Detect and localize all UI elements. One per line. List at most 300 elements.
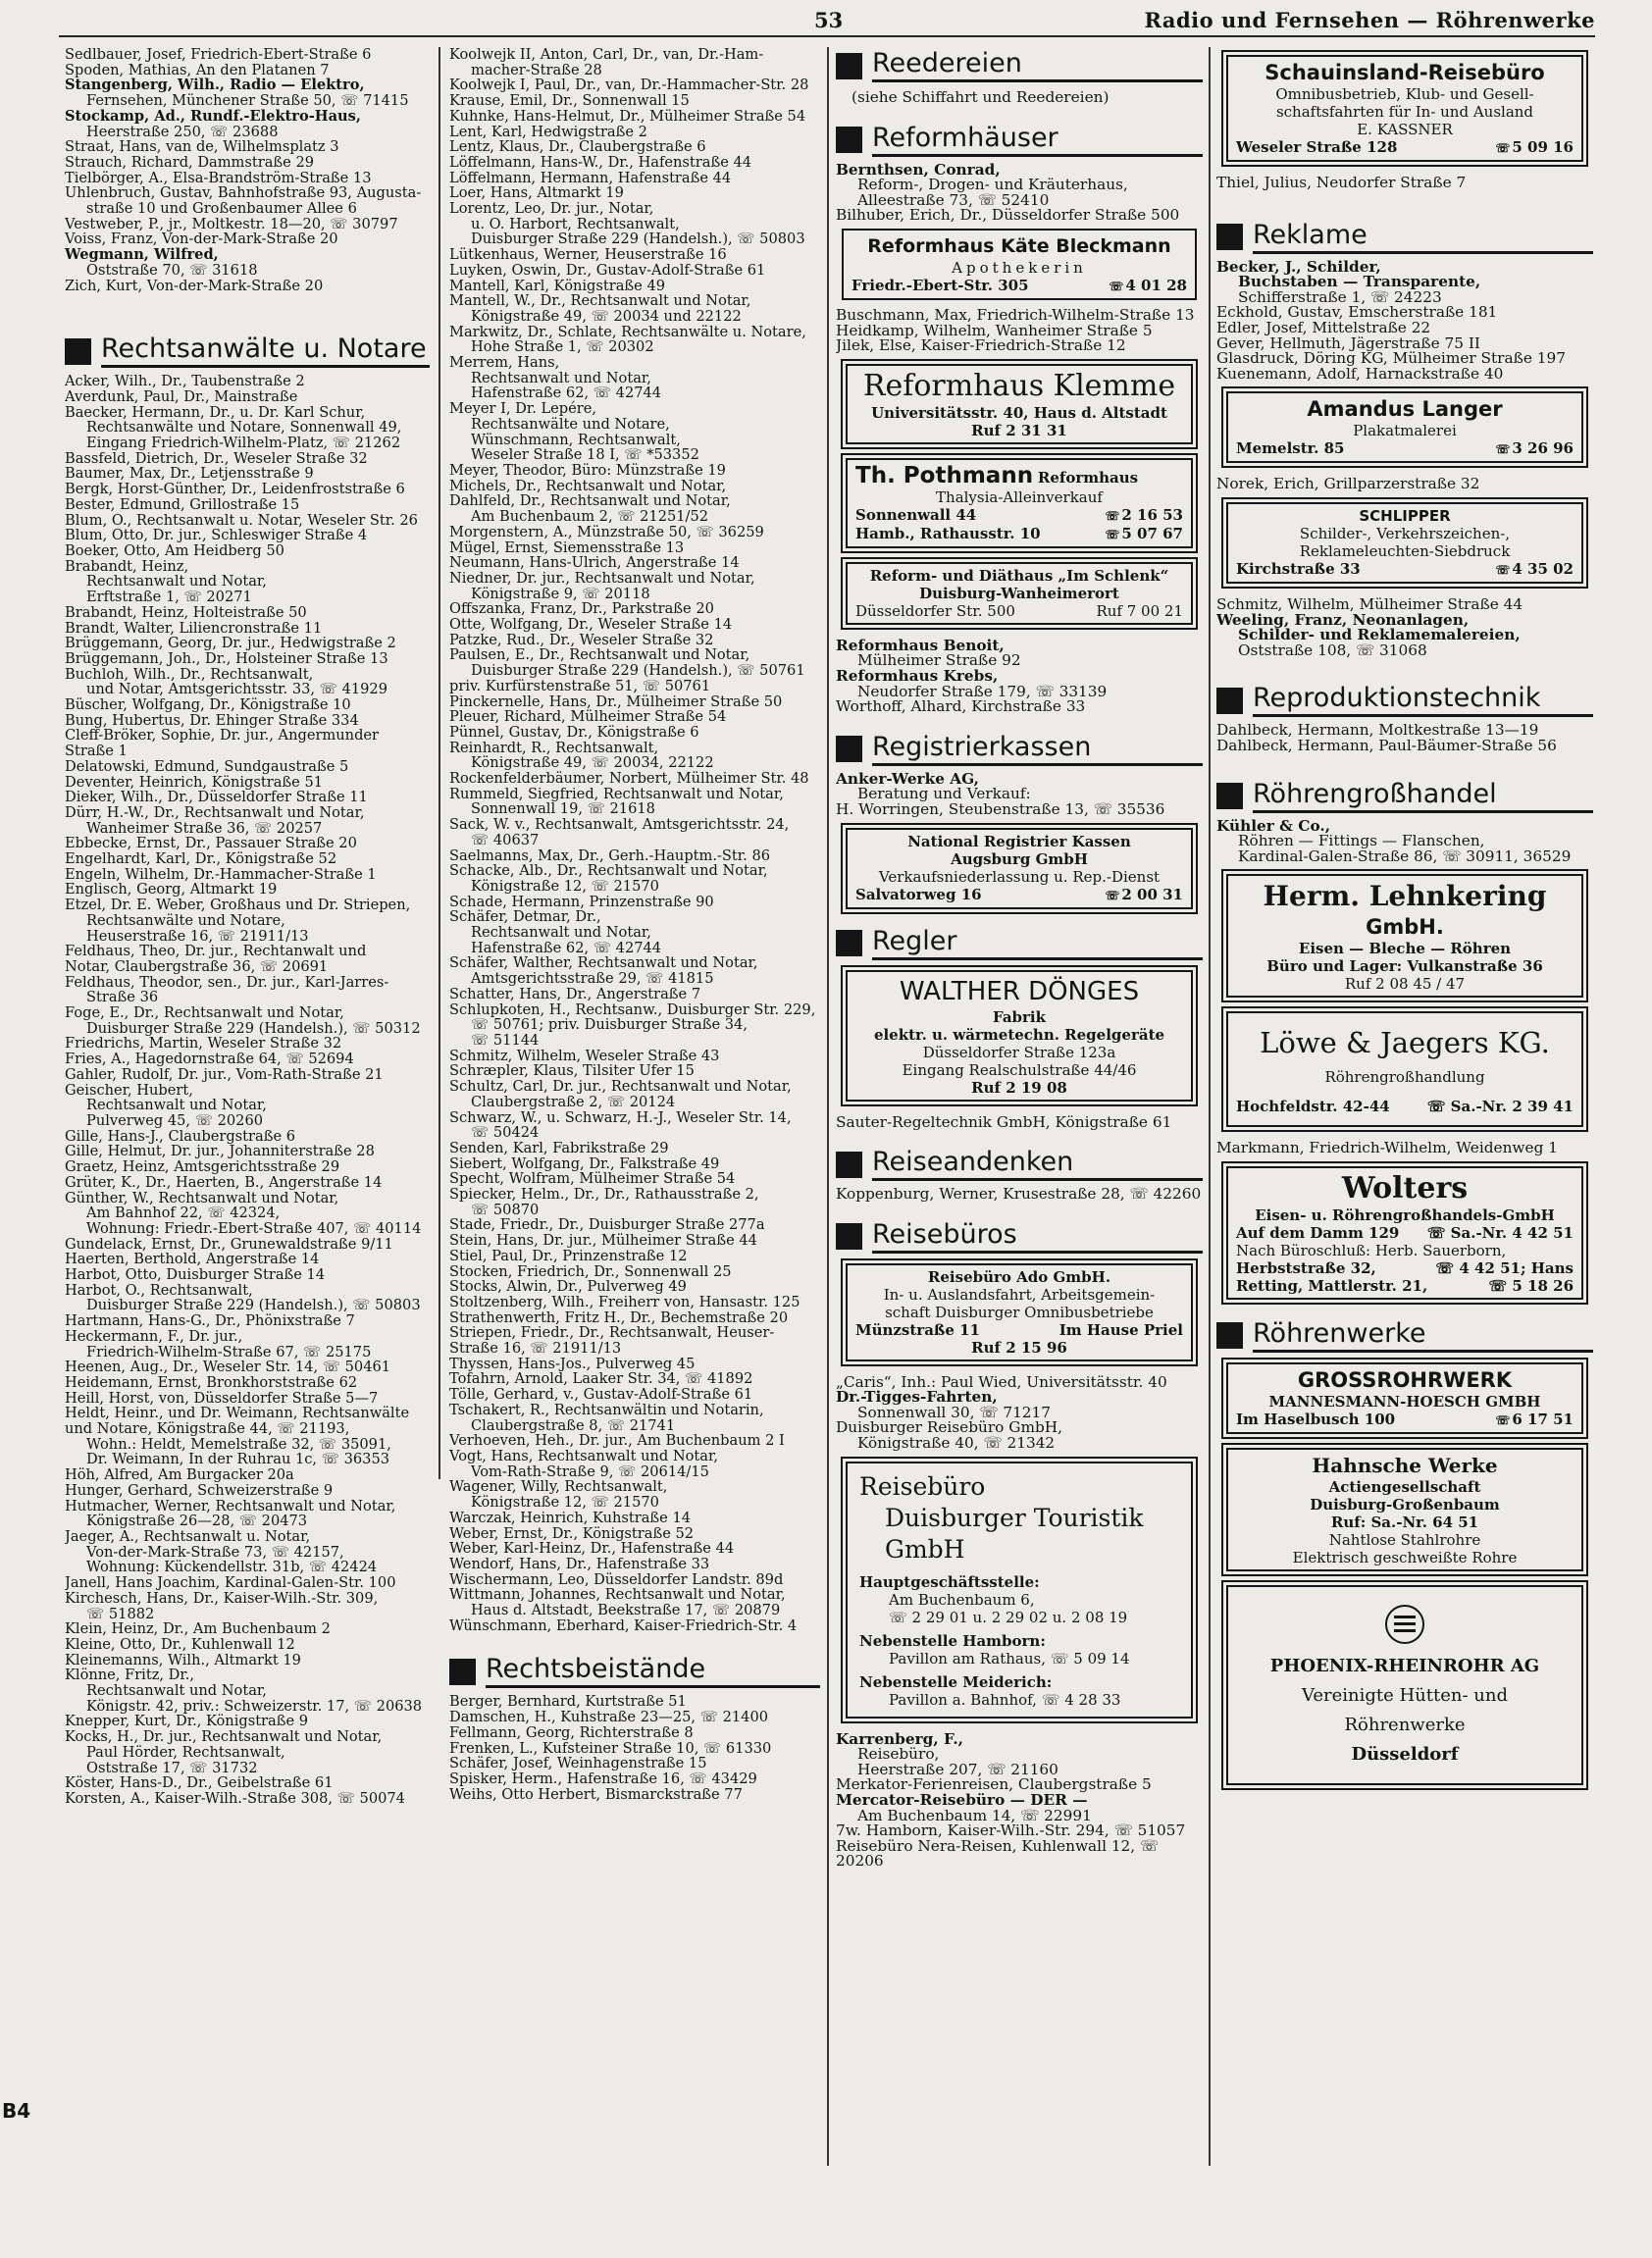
ad-line: Im Hause Priel: [1058, 1320, 1183, 1339]
list-item: Norek, Erich, Grillparzerstraße 32: [1216, 475, 1480, 493]
list-item: Königstraße 40, ☏ 21342: [857, 1434, 1056, 1453]
ad-phone: Ruf 2 19 08: [971, 1078, 1067, 1097]
list-item: Notar, Claubergstraße 36, ☏ 20691: [65, 957, 329, 975]
list-item: Am Bahnhof 22, ☏ 42324,: [86, 1205, 281, 1222]
phone-icon: ☏: [1495, 562, 1511, 577]
section-title: Registrierkassen: [872, 733, 1203, 766]
ad-name: Wolters: [1341, 1170, 1469, 1206]
list-item: Baumer, Max, Dr., Letjensstraße 9: [65, 465, 314, 483]
list-item: Dahlbeck, Hermann, Paul-Bäumer-Straße 56: [1216, 736, 1557, 754]
list-item: Kocks, H., Dr. jur., Rechtsanwalt und Notar,: [65, 1728, 383, 1746]
list-item: H. Worringen, Steubenstraße 13, ☏ 35536: [836, 799, 1165, 818]
list-item: Erftstraße 1, ☏ 20271: [86, 589, 252, 606]
ad-line: Düsseldorfer Straße 123a: [922, 1043, 1116, 1061]
ad-address: Kirchstraße 33: [1236, 559, 1361, 578]
phone-icon: ☏: [1109, 279, 1124, 293]
ad-doenges: [846, 970, 1193, 1102]
list-item: Etzel, Dr. E. Weber, Großhaus und Dr. Striepen,: [65, 897, 411, 914]
list-item: Dr. Weimann, In der Ruhrau 1c, ☏ 36353: [86, 1451, 390, 1468]
ad-line: Reform- und Diäthaus „Im Schlenk“: [869, 566, 1169, 585]
ad-phone: 5 07 67: [1121, 524, 1183, 542]
list-item: straße 10 und Großenbaumer Allee 6: [86, 200, 357, 218]
phone-icon: ☏: [1495, 1412, 1511, 1427]
list-item: Amtsgerichtsstraße 29, ☏ 41815: [471, 970, 714, 988]
list-item: Schatter, Hans, Dr., Angerstraße 7: [449, 985, 701, 1002]
list-item: Dahlbeck, Hermann, Moltkestraße 13—19: [1216, 721, 1539, 740]
margin-mark: B4: [2, 2099, 31, 2123]
phone-icon: ☏: [1105, 527, 1120, 541]
list-item: Koppenburg, Werner, Krusestraße 28, ☏ 42260: [836, 1185, 1202, 1204]
list-item: Tofahrn, Arnold, Laaker Str. 34, ☏ 41892: [449, 1370, 753, 1388]
ad-phone: 4 35 02: [1512, 559, 1574, 578]
list-item: Spoden, Mathias, An den Platanen 7: [65, 61, 330, 78]
list-item: Königstraße 49, ☏ 20034 und 22122: [471, 307, 742, 325]
list-item: Gahler, Rudolf, Dr. jur., Vom-Rath-Straße 21: [65, 1065, 384, 1083]
list-item: ☏ 51882: [86, 1605, 155, 1622]
ad-subtitle: Plakatmalerei: [1353, 422, 1457, 440]
list-item: Duisburger Straße 229 (Handelsh.), ☏ 50312: [86, 1019, 421, 1037]
entry-list: [1216, 594, 1593, 659]
list-item: Schäfer, Josef, Weinhagenstraße 15: [449, 1755, 707, 1772]
list-item: Kleine, Otto, Dr., Kuhlenwall 12: [65, 1635, 295, 1653]
section-header: [836, 49, 1203, 82]
ad-address: Hochfeldstr. 42-44: [1236, 1098, 1390, 1116]
list-item: Spisker, Herm., Hafenstraße 16, ☏ 43429: [449, 1770, 757, 1787]
list-item: Sedlbauer, Josef, Friedrich-Ebert-Straße 6: [65, 47, 372, 63]
section-title: Reisebüros: [872, 1220, 1203, 1254]
entry-list: [836, 305, 1203, 355]
list-item: Rechtsanwalt und Notar,: [471, 369, 651, 386]
list-item: Weber, Ernst, Dr., Königstraße 52: [449, 1524, 695, 1542]
ad-phone: Ruf 2 08 45 / 47: [1344, 975, 1466, 994]
list-item: Fellmann, Georg, Richterstraße 8: [449, 1723, 694, 1741]
list-item: Glasdruck, Döring KG, Mülheimer Straße 197: [1216, 349, 1566, 368]
ad-line: National Registrier Kassen: [907, 832, 1131, 850]
list-item: macher-Straße 28: [471, 61, 602, 78]
list-item: Heuserstraße 16, ☏ 21911/13: [86, 927, 309, 945]
header-rule: [59, 35, 1595, 37]
ad-name: Reisebüro Ado GmbH.: [927, 1267, 1111, 1286]
list-item: Heerstraße 207, ☏ 21160: [857, 1760, 1058, 1778]
list-item: Oststraße 17, ☏ 31732: [86, 1759, 258, 1776]
entry-list: [836, 160, 1203, 225]
list-item: Meyer I, Dr. Lepére,: [449, 400, 597, 418]
section-title: Reiseandenken: [872, 1148, 1203, 1181]
ad-address: Sonnenwall 44: [855, 505, 977, 524]
list-item: Koolwejk I, Paul, Dr., van, Dr.-Hammacher-Str. 28: [449, 77, 809, 94]
list-item: Gille, Helmut, Dr. jur., Johanniterstraße 28: [65, 1143, 375, 1160]
ad-wolters: [1226, 1166, 1583, 1300]
ad-name: Reformhaus Klemme: [862, 368, 1176, 403]
list-item: Reisebüro Nera-Reisen, Kuhlenwall 12, ☏ 20206: [836, 1836, 1160, 1871]
list-item: Von-der-Mark-Straße 73, ☏ 42157,: [86, 1543, 344, 1561]
list-item: Reformhaus Benoit,: [836, 636, 1005, 654]
ad-schlipper: [1226, 502, 1583, 584]
ad-line: elektr. u. wärmetechn. Regelgeräte: [873, 1025, 1165, 1044]
ad-phoenix: [1226, 1585, 1583, 1785]
list-item: und Notar, Amtsgerichtsstr. 33, ☏ 41929: [86, 681, 387, 698]
ad-phone: Ruf 7 00 21: [1096, 601, 1183, 620]
list-item: Stocks, Alwin, Dr., Pulverweg 49: [449, 1278, 687, 1296]
list-item: Buchstaben — Transparente,: [1238, 273, 1481, 291]
list-item: Kuhnke, Hans-Helmut, Dr., Mülheimer Straße 54: [449, 107, 806, 125]
ad-line: ☏ 5 18 26: [1488, 1276, 1574, 1295]
list-item: Wegmann, Wilfred,: [65, 246, 219, 264]
list-item: Markwitz, Dr., Schlate, Rechtsanwälte u. Notare,: [449, 323, 806, 340]
list-item: Reinhardt, R., Rechtsanwalt,: [449, 739, 659, 756]
ad-name: WALTHER DÖNGES: [899, 976, 1140, 1006]
ad-hahnsche: [1226, 1448, 1583, 1571]
list-item: Stiel, Paul, Dr., Prinzenstraße 12: [449, 1247, 688, 1264]
list-item: Stocken, Friedrich, Dr., Sonnenwall 25: [449, 1262, 732, 1280]
list-item: Höh, Alfred, Am Burgacker 20a: [65, 1466, 294, 1484]
list-item: Sonnenwall 30, ☏ 71217: [857, 1403, 1051, 1421]
list-item: Delatowski, Edmund, Sundgaustraße 5: [65, 757, 349, 775]
ad-heading: Nebenstelle Meiderich:: [859, 1672, 1053, 1691]
list-item: Heckermann, F., Dr. jur.,: [65, 1327, 243, 1345]
list-item: Feldhaus, Theo, Dr. jur., Rechtanwalt und: [65, 943, 367, 960]
ad-title: GmbH: [885, 1534, 965, 1564]
list-item: Günther, W., Rechtsanwalt und Notar,: [65, 1189, 339, 1206]
list-item: Verhoeven, Heh., Dr. jur., Am Buchenbaum 2 I: [449, 1432, 785, 1450]
column-2: [449, 47, 820, 2205]
ad-line: Nahtlose Stahlrohre: [1328, 1530, 1481, 1549]
section-title: Regler: [872, 927, 1203, 960]
list-item: Engeln, Wilhelm, Dr.-Hammacher-Straße 1: [65, 865, 377, 883]
section-header: [836, 1220, 1203, 1254]
list-item: Wendorf, Hans, Dr., Hafenstraße 33: [449, 1555, 710, 1572]
list-item: Vogt, Hans, Rechtsanwalt und Notar,: [449, 1447, 718, 1464]
ad-line: schaft Duisburger Omnibusbetriebe: [885, 1303, 1154, 1321]
ad-line: Duisburg-Großenbaum: [1310, 1495, 1500, 1514]
ad-name: Amandus Langer: [1307, 397, 1503, 422]
list-item: Köster, Hans-D., Dr., Geibelstraße 61: [65, 1774, 334, 1792]
phone-icon: ☏: [1495, 141, 1511, 155]
list-item: Königstraße 49, ☏ 20034, 22122: [471, 754, 714, 772]
list-item: Edler, Josef, Mittelstraße 22: [1216, 318, 1431, 336]
list-item: Vom-Rath-Straße 9, ☏ 20614/15: [471, 1463, 709, 1480]
list-item: Heerstraße 250, ☏ 23688: [86, 123, 279, 140]
section-title: Reformhäuser: [872, 124, 1203, 157]
ad-phone: ☏ Sa.-Nr. 2 39 41: [1426, 1098, 1574, 1116]
list-item: Dieker, Wilh., Dr., Düsseldorfer Straße 11: [65, 789, 368, 806]
list-item: Sauter-Regeltechnik GmbH, Königstraße 61: [836, 1112, 1172, 1131]
ad-name: PHOENIX-RHEINROHR AG: [1269, 1655, 1540, 1676]
list-item: Heenen, Aug., Dr., Weseler Str. 14, ☏ 50461: [65, 1359, 391, 1376]
ad-phone: 2 16 53: [1121, 505, 1183, 524]
list-item: Schilder- und Reklamemalereien,: [1238, 626, 1521, 644]
list-item: Rummeld, Siegfried, Rechtsanwalt und Notar,: [449, 785, 784, 802]
section-marker: [836, 1223, 862, 1250]
list-item: Hohe Straße 1, ☏ 20302: [471, 338, 654, 356]
section-marker: [1216, 688, 1243, 714]
list-item: Wohnung: Kückendellstr. 31b, ☏ 42424: [86, 1559, 378, 1576]
entry-list: [1216, 176, 1593, 191]
list-item: Röhren — Fittings — Flanschen,: [1238, 832, 1485, 850]
section-title: Rechtsbeistände: [486, 1655, 820, 1688]
list-item: Spiecker, Helm., Dr., Dr., Rathausstraße 2,: [449, 1186, 759, 1204]
ad-address: Münzstraße 11: [855, 1320, 980, 1339]
section-title: Röhrenwerke: [1253, 1319, 1593, 1353]
list-item: Saelmanns, Max, Dr., Gerh.-Hauptm.-Str. 86: [449, 847, 771, 864]
list-item: Averdunk, Paul, Dr., Mainstraße: [65, 387, 298, 405]
list-item: Reform-, Drogen- und Kräuterhaus,: [857, 176, 1128, 194]
list-item: Beratung und Verkauf:: [857, 785, 1031, 803]
list-item: Klönne, Fritz, Dr.,: [65, 1667, 195, 1684]
list-item: Heidemann, Ernst, Bronkhorststraße 62: [65, 1373, 358, 1391]
list-item: Lentz, Klaus, Dr., Claubergstraße 6: [449, 138, 706, 156]
list-item: Schacke, Alb., Dr., Rechtsanwalt und Notar,: [449, 862, 768, 880]
entry-list: [836, 1187, 1203, 1203]
section-header: [836, 124, 1203, 157]
ad-loewe: [1226, 1011, 1583, 1127]
ad-phone: 3 26 96: [1512, 439, 1574, 458]
list-item: Brüggemann, Joh., Dr., Holsteiner Straße 13: [65, 649, 388, 667]
list-item: Buschmann, Max, Friedrich-Wilhelm-Straße 13: [836, 305, 1195, 324]
list-item: Hafenstraße 62, ☏ 42744: [471, 939, 662, 956]
section-marker: [836, 930, 862, 956]
list-item: Friedrichs, Martin, Weseler Straße 32: [65, 1035, 342, 1052]
list-item: Schade, Hermann, Prinzenstraße 90: [449, 893, 714, 910]
list-item: Vestweber, P., jr., Moltkestr. 18—20, ☏ 30797: [65, 215, 398, 232]
ad-line: Augsburg GmbH: [951, 849, 1088, 868]
ad-line: Röhrenwerke: [1344, 1714, 1466, 1735]
list-item: Tschakert, R., Rechtsanwältin und Notarin,: [449, 1401, 764, 1418]
list-item: Dürr, H.-W., Dr., Rechtsanwalt und Notar,: [65, 803, 365, 821]
list-item: Rechtsanwalt und Notar,: [471, 924, 651, 942]
list-item: Duisburger Reisebüro GmbH,: [836, 1418, 1062, 1437]
list-item: Fernsehen, Münchener Straße 50, ☏ 71415: [86, 92, 409, 110]
list-item: Hutmacher, Werner, Rechtsanwalt und Notar,: [65, 1497, 396, 1514]
list-item: Striepen, Friedr., Dr., Rechtsanwalt, Heuser-: [449, 1324, 775, 1342]
ad-national: [846, 828, 1193, 909]
list-item: Sonnenwall 19, ☏ 21618: [471, 800, 655, 818]
list-item: Brüggemann, Georg, Dr. jur., Hedwigstraße 2: [65, 635, 396, 652]
list-item: Stein, Hans, Dr. jur., Mülheimer Straße 44: [449, 1232, 757, 1250]
ad-name: Herm. Lehnkering: [1263, 880, 1547, 913]
ad-name: GROSSROHRWERK: [1297, 1367, 1513, 1392]
list-item: Wittmann, Johannes, Rechtsanwalt und Notar,: [449, 1586, 786, 1604]
column-divider: [1209, 47, 1211, 2166]
list-item: Zich, Kurt, Von-der-Mark-Straße 20: [65, 277, 324, 294]
list-item: Wohnung: Friedr.-Ebert-Straße 407, ☏ 40114: [86, 1219, 422, 1237]
section-marker: [1216, 224, 1243, 250]
entry-list: [1216, 816, 1593, 865]
list-item: Rechtsanwälte und Notare, Sonnenwall 49,: [86, 419, 402, 436]
list-item: Stockamp, Ad., Rundf.-Elektro-Haus,: [65, 107, 361, 125]
list-item: Kleinemanns, Wilh., Altmarkt 19: [65, 1651, 301, 1668]
list-item: Claubergstraße 8, ☏ 21741: [471, 1416, 676, 1434]
ad-name: Löwe & Jaegers KG.: [1260, 1026, 1550, 1060]
list-item: Otte, Wolfgang, Dr., Weseler Straße 14: [449, 616, 733, 634]
list-item: Uhlenbruch, Gustav, Bahnhofstraße 93, Augusta-: [65, 184, 422, 202]
list-item: Neudorfer Straße 179, ☏ 33139: [857, 682, 1108, 700]
list-item: Karrenberg, F.,: [836, 1729, 963, 1748]
list-item: Korsten, A., Kaiser-Wilh.-Straße 308, ☏ 50074: [65, 1789, 405, 1807]
list-item: Bernthsen, Conrad,: [836, 160, 1001, 179]
list-item: Oststraße 108, ☏ 31068: [1238, 641, 1427, 659]
list-item: Foge, E., Dr., Rechtsanwalt und Notar,: [65, 1004, 344, 1022]
list-item: Warczak, Heinrich, Kuhstraße 14: [449, 1509, 692, 1526]
ad-line: Nach Büroschluß: Herb. Sauerborn,: [1236, 1241, 1507, 1259]
entry-list: [1216, 723, 1593, 753]
list-item: Graetz, Heinz, Amtsgerichtsstraße 29: [65, 1158, 340, 1176]
list-item: Brandt, Walter, Liliencronstraße 11: [65, 619, 323, 637]
list-item: Claubergstraße 2, ☏ 20124: [471, 1093, 676, 1110]
list-item: Cleff-Bröker, Sophie, Dr. jur., Angermunder: [65, 727, 380, 744]
list-item: priv. Kurfürstenstraße 51, ☏ 50761: [449, 677, 711, 694]
entry-list: [1216, 477, 1593, 492]
list-item: Am Buchenbaum 14, ☏ 22991: [857, 1806, 1092, 1824]
ad-phone: ☏ Sa.-Nr. 4 42 51: [1426, 1223, 1574, 1242]
entry-list: [836, 636, 1203, 716]
list-item: Gille, Hans-J., Claubergstraße 6: [65, 1127, 296, 1145]
list-item: Patzke, Rud., Dr., Weseler Straße 32: [449, 631, 714, 648]
ad-line: Actiengesellschaft: [1328, 1477, 1481, 1496]
ad-title: Duisburger Touristik: [885, 1503, 1144, 1532]
list-item: ☏ 40637: [471, 831, 540, 848]
list-item: Michels, Dr., Rechtsanwalt und Notar,: [449, 477, 727, 494]
ad-line: ☏ 4 42 51; Hans: [1435, 1258, 1574, 1277]
list-item: Schmitz, Wilhelm, Mülheimer Straße 44: [1216, 594, 1523, 613]
ad-subtitle: Röhrengroßhandlung: [1324, 1068, 1485, 1087]
section-header: [1216, 1319, 1593, 1353]
section-title: Reklame: [1253, 221, 1593, 254]
list-item: Thiel, Julius, Neudorfer Straße 7: [1216, 174, 1467, 191]
ad-bleckmann: [842, 229, 1197, 300]
section-marker: [1216, 783, 1243, 809]
list-item: Königstr. 42, priv.: Schweizerstr. 17, ☏ 20638: [86, 1697, 423, 1715]
list-item: Baecker, Hermann, Dr., u. Dr. Karl Schur,: [65, 403, 366, 421]
ad-ado: [846, 1263, 1193, 1361]
list-item: Brabandt, Heinz,: [65, 557, 189, 575]
list-item: Senden, Karl, Fabrikstraße 29: [449, 1139, 669, 1156]
section-header: [836, 927, 1203, 960]
ad-heading: Nebenstelle Hamborn:: [859, 1631, 1046, 1650]
list-item: Bassfeld, Dietrich, Dr., Weseler Straße 32: [65, 449, 368, 467]
list-item: Pleuer, Richard, Mülheimer Straße 54: [449, 708, 727, 726]
list-item: Weseler Straße 18 I, ☏ *53352: [471, 446, 699, 464]
list-item: Strauch, Richard, Dammstraße 29: [65, 153, 315, 171]
list-item: Schwarz, W., u. Schwarz, H.-J., Weseler Str. 14,: [449, 1108, 792, 1126]
section-header: [836, 733, 1203, 766]
ad-line: Omnibusbetrieb, Klub- und Gesell-: [1275, 85, 1534, 103]
ad-line: Eingang Realschulstraße 44/46: [902, 1060, 1137, 1079]
list-item: Worthoff, Alhard, Kirchstraße 33: [836, 697, 1086, 716]
list-item: Grüter, K., Dr., Haerten, B., Angerstraße 14: [65, 1173, 383, 1191]
ad-line: Eisen — Bleche — Röhren: [1298, 940, 1512, 958]
list-item: Paulsen, E., Dr., Rechtsanwalt und Notar,: [449, 646, 750, 664]
section-title: Reedereien: [872, 49, 1203, 82]
phoenix-logo-icon: [1385, 1605, 1424, 1644]
ad-line: Büro und Lager: Vulkanstraße 36: [1266, 957, 1543, 976]
list-item: Alleestraße 73, ☏ 52410: [857, 190, 1050, 209]
list-item: Kardinal-Galen-Straße 86, ☏ 30911, 36529: [1238, 847, 1572, 865]
section-marker: [836, 1152, 862, 1178]
ad-pothmann: [846, 458, 1193, 548]
ad-line: Vereinigte Hütten- und: [1301, 1684, 1508, 1706]
list-item: Lütkenhaus, Werner, Heuserstraße 16: [449, 246, 727, 264]
ad-title: Reisebüro: [859, 1471, 986, 1501]
section-header: [1216, 780, 1593, 813]
list-item: Königstraße 12, ☏ 21570: [471, 877, 659, 895]
ad-line: Verkaufsniederlassung u. Rep.-Dienst: [878, 867, 1161, 886]
list-item: Harbot, Otto, Duisburger Straße 14: [65, 1266, 326, 1284]
column-divider: [439, 47, 440, 1479]
ad-schauinsland: [1226, 55, 1583, 162]
section-header: [1216, 684, 1593, 717]
list-item: Lent, Karl, Hedwigstraße 2: [449, 123, 647, 140]
list-item: Gundelack, Ernst, Dr., Grunewaldstraße 9/11: [65, 1235, 393, 1253]
section-title: Reproduktionstechnik: [1253, 684, 1593, 717]
ad-subtitle: GmbH.: [1366, 915, 1444, 940]
list-item: Neumann, Hans-Ulrich, Angerstraße 14: [449, 554, 740, 572]
ad-klemme: [846, 364, 1193, 444]
list-item: Hartmann, Hans-G., Dr., Phönixstraße 7: [65, 1312, 355, 1330]
list-item: Königstraße 26—28, ☏ 20473: [86, 1513, 308, 1530]
list-item: Oststraße 70, ☏ 31618: [86, 261, 258, 279]
list-item: Löffelmann, Hans-W., Dr., Hafenstraße 44: [449, 153, 752, 171]
list-item: Niedner, Dr. jur., Rechtsanwalt und Notar,: [449, 569, 755, 587]
list-item: ☏ 50424: [471, 1124, 540, 1142]
list-item: und Notare, Königstraße 44, ☏ 21193,: [65, 1420, 350, 1438]
list-item: Frenken, L., Kufsteiner Straße 10, ☏ 61330: [449, 1739, 772, 1757]
list-item: Anker-Werke AG,: [836, 769, 979, 788]
list-item: Klein, Heinz, Dr., Am Buchenbaum 2: [65, 1620, 331, 1638]
list-item: Schäfer, Detmar, Dr.,: [449, 908, 601, 926]
list-item: Jaeger, A., Rechtsanwalt u. Notar,: [65, 1527, 311, 1545]
ad-line: Schilder-, Verkehrszeichen-,: [1299, 524, 1511, 542]
section-header: [1216, 221, 1593, 254]
list-item: Berger, Bernhard, Kurtstraße 51: [449, 1693, 687, 1711]
list-item: Eingang Friedrich-Wilhelm-Platz, ☏ 21262: [86, 435, 401, 452]
ad-line: Retting, Mattlerstr. 21,: [1236, 1276, 1428, 1295]
section-header: [65, 334, 430, 368]
entry-list: [65, 374, 430, 1806]
ad-phone: Ruf 2 15 96: [971, 1338, 1067, 1357]
list-item: Duisburger Straße 229 (Handelsh.), ☏ 50803: [471, 231, 805, 248]
column-4: [1216, 47, 1593, 2205]
page-number: 53: [814, 8, 844, 32]
ad-line: MANNESMANN-HOESCH GMBH: [1268, 1392, 1541, 1411]
section-title: Rechtsanwälte u. Notare: [101, 334, 430, 368]
list-item: Löffelmann, Hermann, Hafenstraße 44: [449, 169, 732, 186]
list-item: Königstraße 9, ☏ 20118: [471, 585, 650, 602]
ad-address: Hamb., Rathausstr. 10: [855, 524, 1041, 542]
list-item: Brabandt, Heinz, Holteistraße 50: [65, 603, 307, 621]
list-item: Straße 36: [86, 989, 159, 1006]
ad-address: Am Buchenbaum 6,: [889, 1590, 1035, 1609]
ad-phone: 6 17 51: [1512, 1410, 1574, 1428]
ad-address: Düsseldorfer Str. 500: [855, 601, 1015, 620]
entry-list: [1216, 257, 1593, 383]
list-item: Pinckernelle, Hans, Dr., Mülheimer Straße 50: [449, 693, 783, 710]
list-item: Duisburger Straße 229 (Handelsh.), ☏ 50803: [86, 1297, 421, 1314]
column-divider: [827, 47, 829, 2166]
list-item: Bester, Edmund, Grillostraße 15: [65, 495, 300, 513]
ad-line: Elektrisch geschweißte Rohre: [1292, 1548, 1518, 1566]
list-item: Weber, Karl-Heinz, Dr., Hafenstraße 44: [449, 1540, 735, 1558]
list-item: Markmann, Friedrich-Wilhelm, Weidenweg 1: [1216, 1139, 1558, 1157]
list-item: Mügel, Ernst, Siemensstraße 13: [449, 539, 685, 556]
section-marker: [836, 127, 862, 153]
ad-touristik: [846, 1462, 1193, 1719]
list-item: Königstraße 12, ☏ 21570: [471, 1494, 659, 1512]
list-item: u. O. Harbort, Rechtsanwalt,: [471, 215, 680, 232]
list-item: Hunger, Gerhard, Schweizerstraße 9: [65, 1481, 334, 1499]
ad-name: Th. Pothmann: [855, 462, 1034, 488]
list-item: Tielbörger, A., Elsa-Brandström-Straße 13: [65, 169, 372, 186]
